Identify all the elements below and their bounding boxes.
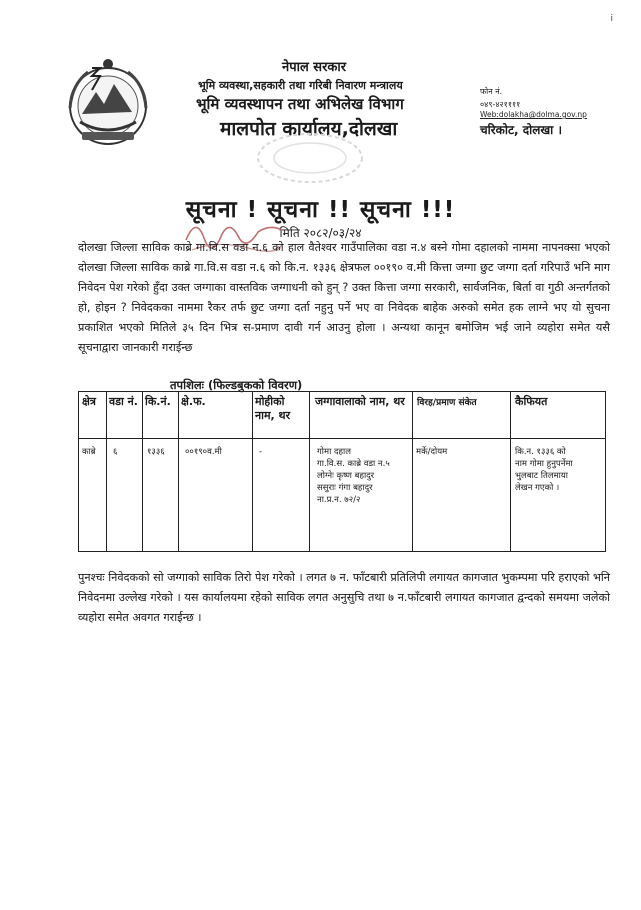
- owner-line: गोमा दहाल: [317, 447, 351, 457]
- owner-line: ससुराः गंगा बहादुर: [317, 483, 373, 493]
- contact-phone-label: फोन नं.: [480, 87, 503, 96]
- cell-owner: [317, 446, 411, 506]
- remarks-line: कि.न. १३३६ को: [515, 447, 566, 457]
- notice-title: सूचना ! सूचना !! सूचना !!!: [185, 197, 456, 223]
- details-heading: तपशिलः (फिल्डबुकको विवरण): [170, 378, 303, 392]
- nepal-emblem-icon: [62, 54, 154, 150]
- cell-remarks: [515, 446, 603, 494]
- header-department: भूमि व्यवस्थापन तथा अभिलेख विभाग: [196, 95, 404, 113]
- table-header-kshetra: क्षेत्र: [82, 395, 96, 408]
- owner-line: गा.वि.स. काब्रे वडा न.५: [317, 459, 390, 469]
- contact-location: चरिकोट, दोलखा ।: [480, 123, 563, 137]
- owner-line: लोग्नेः कृष्ण बहादुर: [317, 471, 375, 481]
- footer-paragraph: पुनश्चः निवेदकको सो जग्गाको साविक तिरो पेश गरेको । लगत ७ न. फाँटबारी प्रतिलिपी लगायत कागजात भुकम्पमा परि हराएको भनि निवेदनमा उल्लेख गरेको । यस कार्यालयमा रहेको साविक लगत अनुसुचि तथा ७ न.फाँटबारी लगायत कागजात द्वन्दको समयमा जलेको व्यहोरा समेत अवगत गराईन्छ ।: [78, 571, 610, 624]
- contact-web: Web:dolakha@dolma.gov.np: [480, 110, 587, 119]
- header-government: नेपाल सरकार: [282, 60, 347, 75]
- table-header-ward: वडा नं.: [109, 395, 138, 408]
- table-header-proof: विरह/प्रमाण संकेत: [417, 398, 477, 408]
- header-office: मालपोत कार्यालय,दोलखा: [220, 118, 398, 140]
- contact-phone: ०४९-४२११११: [480, 100, 521, 109]
- table-header-remarks: कैफियत: [515, 395, 548, 408]
- cell-kshetra: काब्रे: [82, 447, 96, 457]
- fieldbook-table: [78, 391, 606, 552]
- notice-date: मिति २०८२/०३/२४: [279, 226, 362, 240]
- cell-area: ००१९०व.मी: [185, 447, 222, 457]
- cell-mohi: -: [259, 447, 263, 457]
- office-stamp-icon: [230, 128, 390, 188]
- cell-kitta: १३३६: [147, 447, 165, 457]
- table-header-mohi: मोहीको नाम, थर: [255, 395, 291, 422]
- table-header-owner: जग्गावालाको नाम, थर: [315, 395, 405, 408]
- remarks-line: नाम गोमा हुनुपर्नेमा: [515, 459, 573, 469]
- remarks-line: लेखन गएको ।: [515, 483, 560, 493]
- table-header-area: क्षे.फ.: [181, 395, 206, 408]
- page-mark: i: [610, 14, 613, 24]
- table-header-kitta: कि.नं.: [145, 395, 171, 408]
- body-paragraph: दोलखा जिल्ला साविक काब्रे गा.वि.स वडा न.६ को हाल वैतेश्वर गाउँपालिका वडा न.४ बस्ने गोमा दहालको नाममा नापनक्सा भएको दोलखा जिल्ला साविक काब्रे गा.वि.स वडा न.६ को कि.न. १३३६ क्षेत्रफल ००१९० व.मी कित्ता जग्गा छुट जग्गा दर्ता गरिपाउँ भनि माग निवेदन पेश गरेको हुँदा उक्त जग्गाका वास्तविक जग्गाधनी को हुन् ? उक्त कित्ता जग्गा सरकारी, सार्वजनिक, बिर्ता वा गुठी अन्तर्गतको हो, होइन ? निवेदकका नाममा रैकर तर्फ छुट जग्गा दर्ता नहुनु पर्ने भए वा निवेदक बाहेक अरुको समेत हक लाग्ने भए यो सुचना प्रकाशित भएको मितिले ३५ दिन भित्र स-प्रमाण दावी गर्न आउनु होला । अन्यथा कानून बमोजिम भई जाने व्यहोरा समेत यसै सूचनाद्वारा जानकारी गराईन्छ: [78, 241, 610, 354]
- remarks-line: भुलबाट तिलमाया: [515, 471, 569, 481]
- cell-ward: ६: [113, 447, 118, 457]
- cell-proof: मर्के/दोयम: [416, 447, 448, 457]
- owner-line: ना.प्र.न. ७२/२: [317, 495, 361, 505]
- header-ministry: भूमि व्यवस्था,सहकारी तथा गरिबी निवारण मन्त्रालय: [198, 79, 403, 92]
